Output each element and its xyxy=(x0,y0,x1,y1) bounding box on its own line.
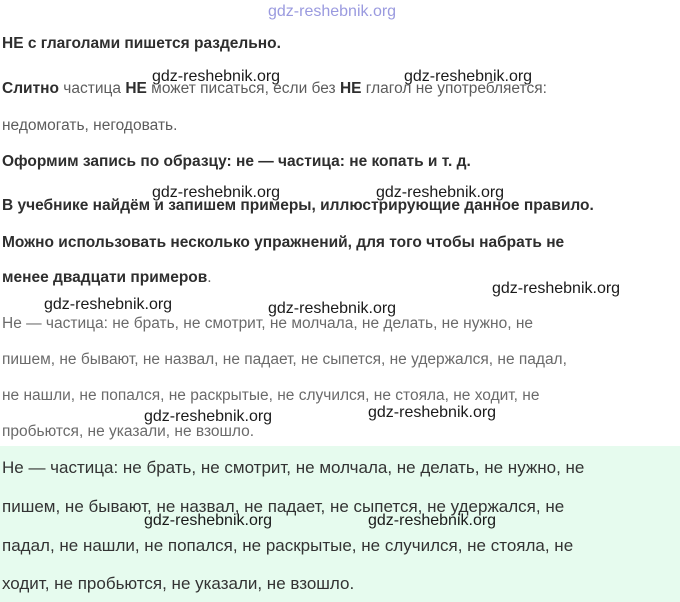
examples-line-2: пишем, не бывают, не назвал, не падает, не сыпется, не удержался, не падал, xyxy=(2,351,567,368)
rule-line-3: недомогать, негодовать. xyxy=(2,117,178,134)
rule-line-1: НЕ с глаголами пишется раздельно. xyxy=(2,35,281,52)
rule-line-7-bold: менее двадцати примеров xyxy=(2,269,208,286)
watermark: gdz-reshebnik.org xyxy=(152,184,281,201)
watermark: gdz-reshebnik.org xyxy=(44,296,173,313)
answer-line-4: ходит, не пробьются, не указали, не взошло. xyxy=(2,574,355,593)
rule-line-5: В учебнике найдём и запишем примеры, иллюстрирующие данное правило. xyxy=(2,197,594,214)
answer-line-1: Не — частица: не брать, не смотрит, не молчала, не делать, не нужно, не xyxy=(2,458,585,477)
rule-line-7 xyxy=(2,268,212,288)
watermark: gdz-reshebnik.org xyxy=(492,280,621,297)
rule-ne-2: НЕ xyxy=(339,80,362,97)
watermark: gdz-reshebnik.org xyxy=(376,184,505,201)
watermark: gdz-reshebnik.org xyxy=(144,512,273,529)
examples-line-4: пробьются, не указали, не взошло. xyxy=(2,423,255,440)
answer-line-2: пишем, не бывают, не назвал, не падает, не сыпется, не удержался, не xyxy=(2,497,565,516)
rule-text-b: может писаться, если без xyxy=(146,80,340,97)
rule-line-6: Можно использовать несколько упражнений, для того чтобы набрать не xyxy=(2,234,565,251)
watermark-top: gdz-reshebnik.org xyxy=(268,3,397,20)
watermark: gdz-reshebnik.org xyxy=(268,300,397,317)
watermark: gdz-reshebnik.org xyxy=(404,68,533,85)
rule-text-a: частица xyxy=(59,80,126,97)
watermark: gdz-reshebnik.org xyxy=(368,404,497,421)
rule-text-c: глагол не употребляется: xyxy=(361,80,547,97)
examples-line-3: не нашли, не попался, не раскрытые, не случился, не стояла, не ходит, не xyxy=(2,387,540,404)
examples-line-1: Не — частица: не брать, не смотрит, не молчала, не делать, не нужно, не xyxy=(2,315,533,332)
watermark: gdz-reshebnik.org xyxy=(144,408,273,425)
rule-line-7-end: . xyxy=(207,269,212,286)
answer-line-3: падал, не нашли, не попался, не раскрытые, не случился, не стояла, не xyxy=(2,536,574,555)
rule-bold-word: Слитно xyxy=(2,80,59,97)
rule-line-4: Оформим запись по образцу: не — частица: не копать и т. д. xyxy=(2,153,471,170)
watermark: gdz-reshebnik.org xyxy=(368,512,497,529)
rule-ne-1: НЕ xyxy=(125,80,147,97)
watermark: gdz-reshebnik.org xyxy=(152,68,281,85)
